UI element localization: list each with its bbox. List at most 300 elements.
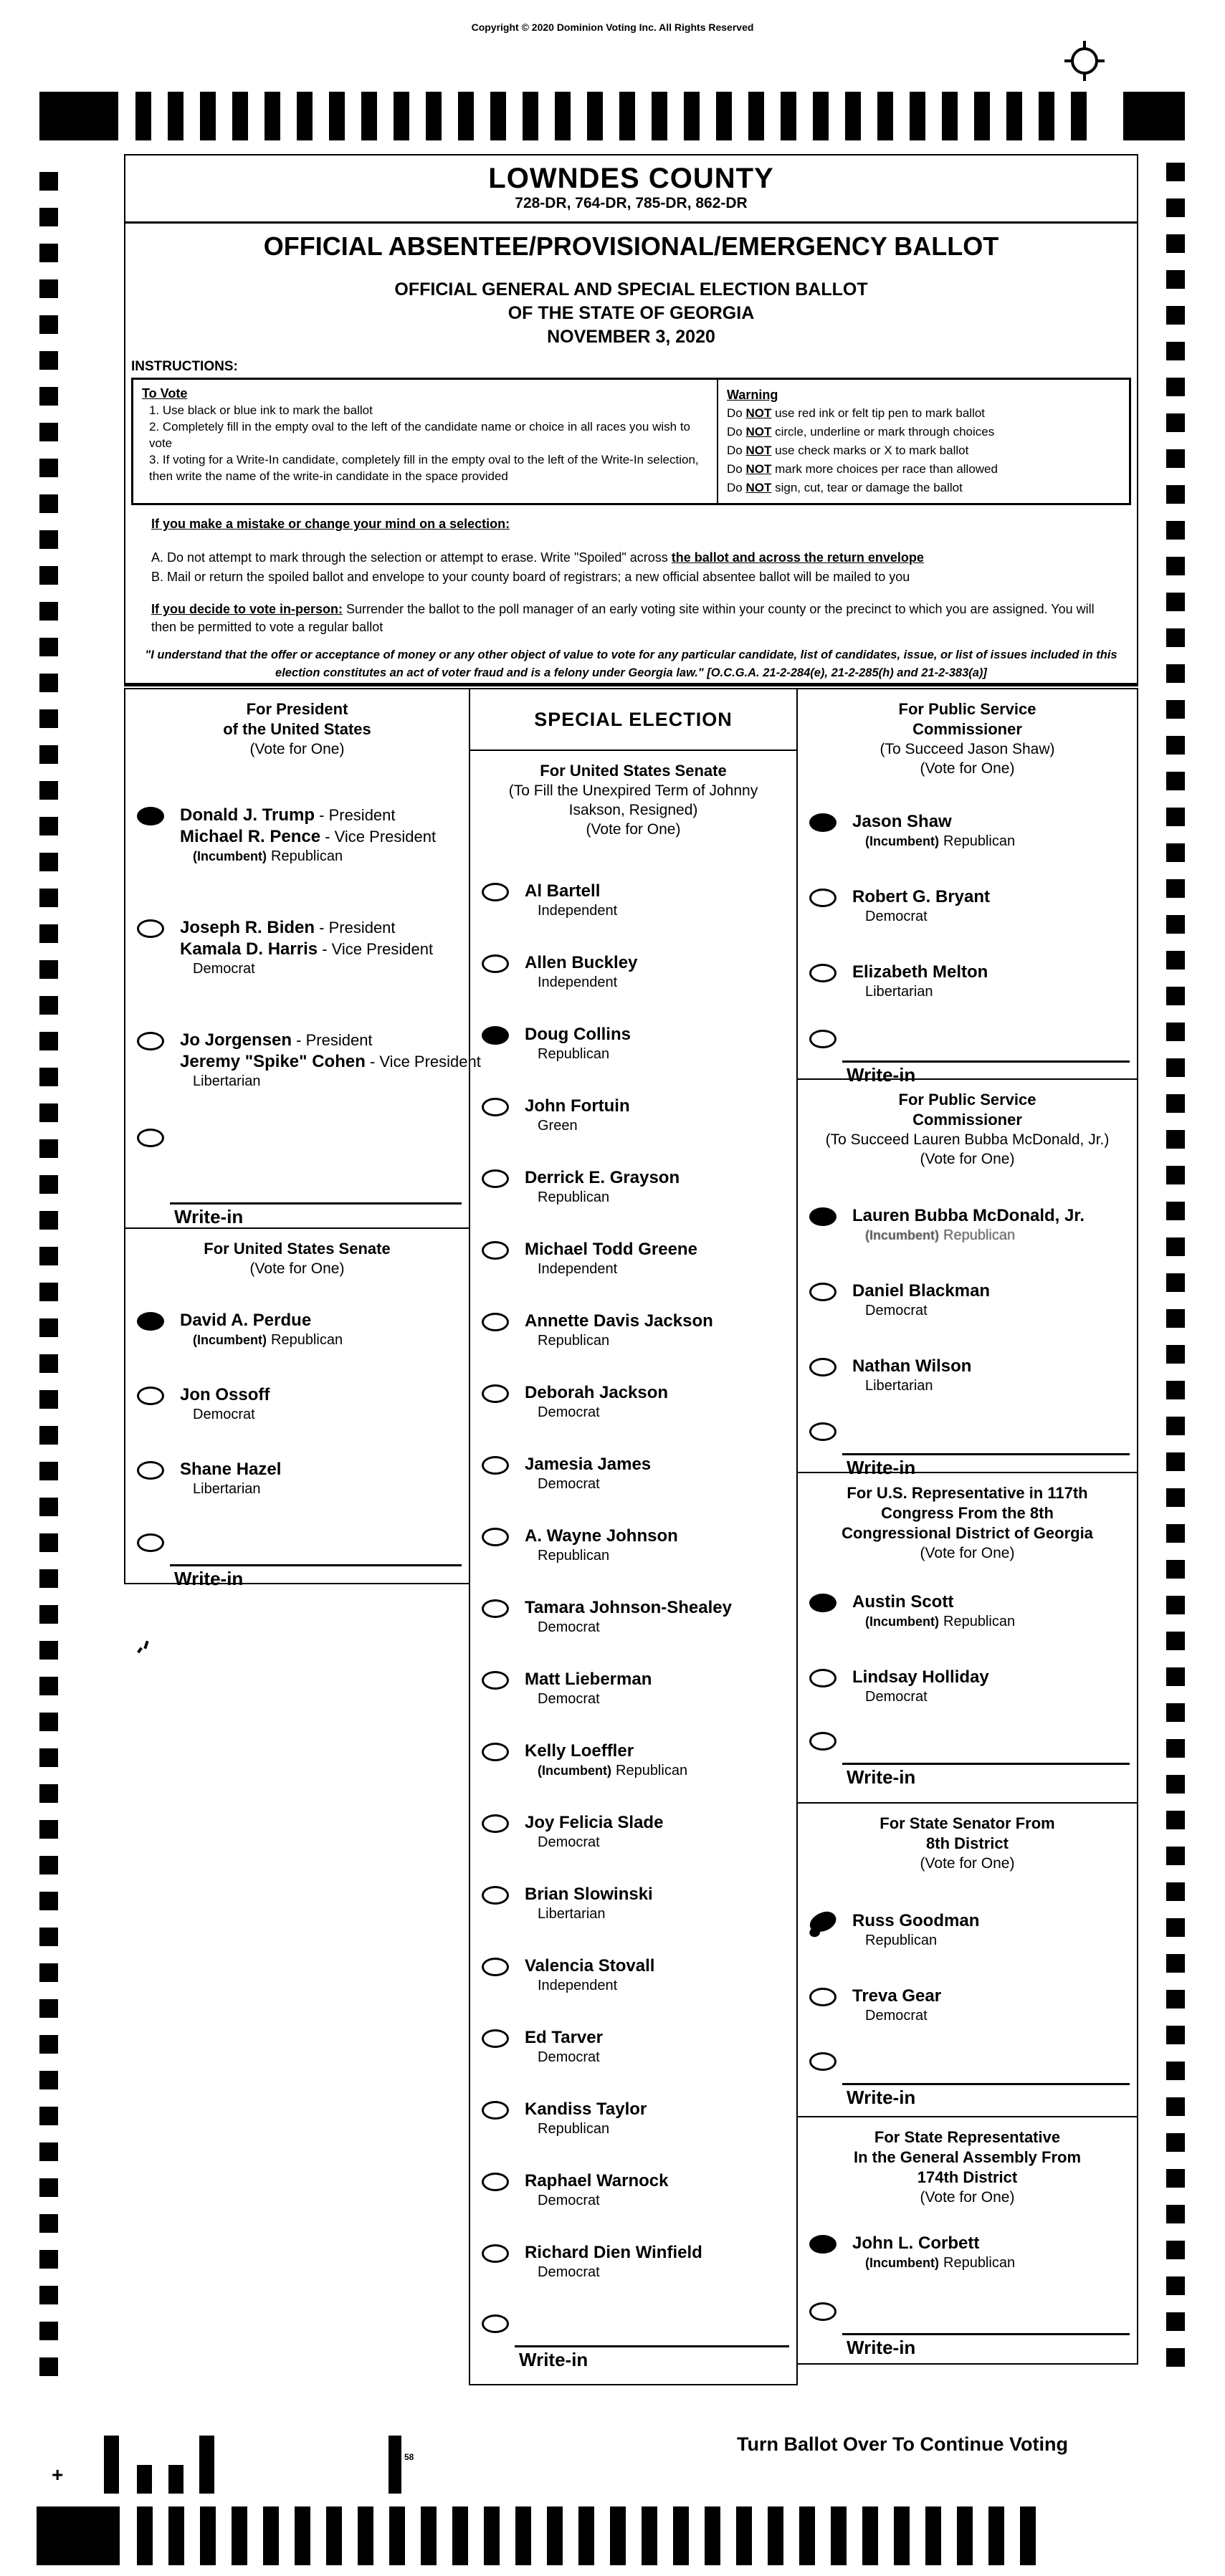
candidate-text xyxy=(180,805,464,866)
timing-mark xyxy=(1166,1166,1185,1184)
contest-note-line: (Vote for One) xyxy=(249,741,345,757)
candidate-party xyxy=(193,1331,464,1349)
candidate-name-line xyxy=(180,805,464,826)
timing-mark xyxy=(1166,2026,1185,2044)
oval-write-in-senate[interactable] xyxy=(137,1533,164,1552)
candidate-row-trump xyxy=(125,805,469,917)
oval-corbett[interactable] xyxy=(809,2235,836,2254)
timing-mark xyxy=(39,2035,58,2054)
timing-mark xyxy=(39,1426,58,1445)
candidate-text xyxy=(852,1591,1133,1631)
candidate-party xyxy=(865,1932,1133,1950)
contest-title xyxy=(798,1483,1137,1543)
incumbent-label: (Incumbent) xyxy=(193,1333,267,1347)
candidate-text xyxy=(525,1741,792,1780)
timing-mark xyxy=(200,2506,216,2565)
oval-loeffler[interactable] xyxy=(482,1743,509,1761)
candidate-party xyxy=(865,1302,1133,1320)
contest-title-line: Congressional District of Georgia xyxy=(842,1524,1093,1542)
candidate-party xyxy=(538,1905,792,1923)
candidate-party xyxy=(538,1404,792,1422)
contest-note-line: (To Succeed Jason Shaw) xyxy=(880,741,1055,757)
contest-note-line: (Vote for One) xyxy=(920,1151,1015,1167)
timing-mark xyxy=(1166,772,1185,790)
timing-mark xyxy=(39,1390,58,1409)
candidate-party xyxy=(865,1613,1133,1631)
candidate-party xyxy=(193,848,464,866)
oval-tarver[interactable] xyxy=(482,2029,509,2048)
timing-mark xyxy=(297,92,313,140)
timing-mark xyxy=(1166,843,1185,862)
candidate-name-line xyxy=(525,1741,792,1762)
timing-mark xyxy=(39,315,58,334)
candidate-row-corbett xyxy=(798,2233,1137,2308)
timing-mark xyxy=(39,172,58,191)
write-in-line[interactable] xyxy=(170,1202,462,1205)
write-in-label: Write-in xyxy=(847,2087,916,2108)
timing-mark xyxy=(263,2506,279,2565)
oval-wayne-johnson[interactable] xyxy=(482,1528,509,1546)
candidate-name: Jason Shaw xyxy=(852,812,952,831)
candidate-name-line xyxy=(525,1526,792,1547)
candidate-name-line xyxy=(852,1986,1133,2007)
oval-trump[interactable] xyxy=(137,807,164,825)
precinct-list: 728-DR, 764-DR, 785-DR, 862-DR xyxy=(515,195,748,211)
candidate-name-line xyxy=(852,811,1133,833)
party-name: Republican xyxy=(538,1548,610,1564)
candidate-party xyxy=(538,1045,792,1063)
contest-title-line: For President xyxy=(246,700,348,718)
timing-mark xyxy=(1166,2133,1185,2152)
timing-mark xyxy=(39,1103,58,1122)
party-name: Republican xyxy=(271,848,343,864)
contest-title-line: For State Representative xyxy=(874,2128,1061,2146)
candidate-row-collins xyxy=(470,1024,796,1096)
candidate-text xyxy=(525,1382,792,1422)
contest-title xyxy=(125,1239,469,1259)
timing-mark xyxy=(39,602,58,621)
candidate-office-suffix: - Vice President xyxy=(320,828,437,846)
incumbent-label: (Incumbent) xyxy=(865,834,939,848)
timing-mark xyxy=(1166,1452,1185,1471)
oval-buckley[interactable] xyxy=(482,954,509,973)
party-name: Democrat xyxy=(538,1476,600,1492)
oval-write-in-president[interactable] xyxy=(137,1129,164,1147)
timing-mark xyxy=(39,2214,58,2233)
timing-mark xyxy=(39,1820,58,1839)
oval-write-in-senate-special[interactable] xyxy=(482,2314,509,2333)
timing-mark xyxy=(426,92,442,140)
timing-mark xyxy=(1166,700,1185,719)
code-bar xyxy=(137,2465,152,2494)
candidate-name: Russ Goodman xyxy=(852,1911,980,1930)
candidate-text xyxy=(180,1310,464,1349)
timing-mark xyxy=(39,1713,58,1731)
timing-mark xyxy=(232,2506,247,2565)
write-in-label: Write-in xyxy=(847,1766,916,1788)
oval-fortuin[interactable] xyxy=(482,1098,509,1116)
party-name: Republican xyxy=(538,1333,610,1349)
candidate-name: Derrick E. Grayson xyxy=(525,1168,680,1187)
oval-write-in-psc1[interactable] xyxy=(809,1030,836,1048)
timing-mark xyxy=(39,674,58,692)
contest-title xyxy=(798,1090,1137,1130)
timing-mark xyxy=(619,92,635,140)
write-in-line[interactable] xyxy=(170,1564,462,1566)
timing-mark xyxy=(39,960,58,979)
felony-notice: "I understand that the offer or acceptance of money or any other object of value to vote for any particular candidate, list of candidates, issue, or list of issues included in this election constitutes an act of voter fraud and is a felony under Georgia law." [O.C.G.A. 21-2-284(e), 21-2-285(h) and 21-2-383(a)] xyxy=(145,648,1117,679)
timing-mark xyxy=(39,1211,58,1230)
oval-scott[interactable] xyxy=(809,1594,836,1612)
candidate-row-taylor xyxy=(470,2099,796,2170)
contest-note-line: (Vote for One) xyxy=(249,1260,345,1277)
candidate-party xyxy=(538,2120,792,2138)
oval-slowinski[interactable] xyxy=(482,1886,509,1905)
contest-title-line: 174th District xyxy=(917,2168,1018,2186)
candidate-name-line xyxy=(852,1591,1133,1613)
candidate-name-line xyxy=(525,1812,792,1834)
contest-note-line: Isakson, Resigned) xyxy=(568,802,698,818)
timing-mark xyxy=(910,92,925,140)
timing-mark xyxy=(39,2107,58,2125)
candidate-name-line xyxy=(852,1910,1133,1932)
candidate-name: John L. Corbett xyxy=(852,2233,980,2253)
candidate-row-scott xyxy=(798,1591,1137,1667)
oval-jorgensen[interactable] xyxy=(137,1032,164,1050)
candidate-text xyxy=(525,1812,792,1852)
candidate-party xyxy=(193,1480,464,1498)
timing-mark xyxy=(39,2286,58,2304)
timing-mark xyxy=(39,1533,58,1552)
oval-holliday[interactable] xyxy=(809,1669,836,1687)
write-in-line[interactable] xyxy=(842,1763,1130,1765)
candidate-name-line xyxy=(180,1459,464,1480)
contest-usrep xyxy=(796,1472,1138,1804)
candidate-row-loeffler xyxy=(470,1741,796,1812)
candidate-row-hazel xyxy=(125,1459,469,1533)
oval-winfield[interactable] xyxy=(482,2244,509,2263)
candidate-row-buckley xyxy=(470,952,796,1024)
party-name: Republican xyxy=(271,1332,343,1348)
candidate-text xyxy=(525,2099,792,2138)
timing-mark xyxy=(39,1784,58,1803)
timing-mark xyxy=(1166,736,1185,755)
candidate-row-annette-davis-jackson xyxy=(470,1311,796,1382)
timing-mark xyxy=(39,1247,58,1265)
timing-mark xyxy=(1166,1058,1185,1077)
candidate-row-warnock xyxy=(470,2170,796,2242)
party-name: Democrat xyxy=(193,1407,255,1422)
timing-mark xyxy=(421,2506,437,2565)
candidate-name: Jo Jorgensen xyxy=(180,1030,292,1050)
timing-mark xyxy=(39,494,58,513)
oval-ossoff[interactable] xyxy=(137,1387,164,1405)
contest-note xyxy=(798,2188,1137,2207)
candidate-text xyxy=(852,962,1133,1001)
timing-mark xyxy=(39,1748,58,1767)
candidate-row-deborah-jackson xyxy=(470,1382,796,1454)
candidate-text xyxy=(852,1205,1133,1245)
candidate-office-suffix: - President xyxy=(292,1031,373,1049)
timing-mark xyxy=(587,92,603,140)
copyright-line: Copyright © 2020 Dominion Voting Inc. All Rights Reserved xyxy=(471,21,754,33)
code-bar xyxy=(389,2436,401,2494)
ballot-subtitle-2: OF THE STATE OF GEORGIA xyxy=(507,303,755,323)
candidate-name-line xyxy=(180,939,464,960)
candidate-party xyxy=(538,1117,792,1135)
candidate-row-slowinski xyxy=(470,1884,796,1955)
code-bar xyxy=(168,2465,183,2494)
candidate-party xyxy=(538,974,792,992)
candidate-text xyxy=(525,1669,792,1708)
party-name: Democrat xyxy=(538,2264,600,2280)
candidate-name: Kelly Loeffler xyxy=(525,1741,634,1761)
timing-mark xyxy=(39,244,58,262)
candidate-name-line xyxy=(525,1382,792,1404)
candidate-name: Lauren Bubba McDonald, Jr. xyxy=(852,1206,1085,1225)
election-date: NOVEMBER 3, 2020 xyxy=(547,327,715,347)
candidate-name-line xyxy=(525,1024,792,1045)
contest-note-line: (Vote for One) xyxy=(920,760,1015,777)
party-name: Republican xyxy=(538,1189,610,1205)
timing-mark xyxy=(264,92,280,140)
oval-stovall[interactable] xyxy=(482,1958,509,1976)
party-name: Republican xyxy=(616,1763,688,1778)
timing-mark xyxy=(705,2506,720,2565)
timing-mark xyxy=(39,889,58,907)
oval-johnson-shealey[interactable] xyxy=(482,1599,509,1618)
contest-note xyxy=(798,1854,1137,1873)
timing-mark xyxy=(39,92,118,140)
warning-item: Do NOT use red ink or felt tip pen to mark ballot xyxy=(727,406,986,420)
oval-hazel[interactable] xyxy=(137,1461,164,1480)
timing-mark xyxy=(39,1068,58,1086)
candidate-name: Nathan Wilson xyxy=(852,1356,972,1376)
contest-title-line: For United States Senate xyxy=(204,1240,391,1258)
oval-shaw[interactable] xyxy=(809,813,836,832)
oval-write-in-ssen[interactable] xyxy=(809,2052,836,2071)
contest-note-line: (Vote for One) xyxy=(586,821,681,838)
candidate-text xyxy=(525,1955,792,1995)
party-name: Republican xyxy=(943,2255,1016,2271)
oval-write-in-psc2[interactable] xyxy=(809,1422,836,1441)
ballot-subtitle-1: OFFICIAL GENERAL AND SPECIAL ELECTION BALLOT xyxy=(394,279,868,300)
timing-mark xyxy=(39,2071,58,2089)
candidate-text xyxy=(525,2170,792,2210)
timing-mark xyxy=(135,92,151,140)
timing-mark xyxy=(168,92,183,140)
timing-mark xyxy=(39,279,58,298)
warning-cell xyxy=(718,380,1129,503)
timing-mark xyxy=(1166,198,1185,217)
oval-goodman[interactable] xyxy=(807,1910,838,1934)
timing-mark xyxy=(1166,1237,1185,1256)
candidate-party xyxy=(865,2007,1133,2025)
oval-greene[interactable] xyxy=(482,1241,509,1260)
candidate-name-line xyxy=(852,2233,1133,2254)
timing-mark xyxy=(39,1283,58,1301)
oval-biden[interactable] xyxy=(137,919,164,938)
candidate-name: Richard Dien Winfield xyxy=(525,2243,702,2262)
candidate-text xyxy=(525,1884,792,1923)
candidate-row-goodman xyxy=(798,1910,1137,1986)
party-name: Democrat xyxy=(865,1303,928,1318)
oval-collins[interactable] xyxy=(482,1026,509,1045)
candidate-row-mcdonald xyxy=(798,1205,1137,1280)
oval-blackman[interactable] xyxy=(809,1283,836,1301)
timing-mark xyxy=(673,2506,689,2565)
oval-gear[interactable] xyxy=(809,1988,836,2006)
contest-title-line: In the General Assembly From xyxy=(853,2148,1082,2166)
to-vote-item: 1. Use black or blue ink to mark the ballot xyxy=(149,403,373,417)
candidate-name-line xyxy=(852,1205,1133,1227)
candidate-row-johnson-shealey xyxy=(470,1597,796,1669)
timing-mark xyxy=(200,92,216,140)
timing-mark xyxy=(1166,1345,1185,1364)
candidate-party xyxy=(865,908,1133,926)
candidate-text xyxy=(525,1096,792,1135)
timing-mark xyxy=(39,1032,58,1050)
oval-lieberman[interactable] xyxy=(482,1671,509,1690)
timing-mark xyxy=(1166,2348,1185,2367)
candidate-name: Jeremy "Spike" Cohen xyxy=(180,1052,366,1071)
timing-mark xyxy=(39,1892,58,1910)
timing-mark xyxy=(515,2506,531,2565)
instructions-box xyxy=(131,378,1131,505)
timing-mark xyxy=(1166,1739,1185,1758)
write-in-row-senate-special xyxy=(470,2312,796,2370)
write-in-line[interactable] xyxy=(842,2083,1130,2085)
timing-mark xyxy=(452,2506,468,2565)
party-name: Republican xyxy=(943,1227,1016,1243)
write-in-line[interactable] xyxy=(842,1060,1130,1063)
candidate-text xyxy=(525,1526,792,1565)
timing-mark xyxy=(1166,1381,1185,1399)
contest-senate xyxy=(124,1227,470,1589)
timing-mark xyxy=(1166,1023,1185,1041)
timing-mark xyxy=(652,92,667,140)
candidate-text xyxy=(180,1384,464,1424)
timing-mark xyxy=(329,92,345,140)
contest-title xyxy=(470,761,796,781)
candidate-party xyxy=(538,1690,792,1708)
timing-mark xyxy=(1166,342,1185,360)
candidate-party xyxy=(865,1688,1133,1706)
candidate-name: Kamala D. Harris xyxy=(180,939,318,959)
timing-mark xyxy=(39,781,58,800)
oval-perdue[interactable] xyxy=(137,1312,164,1331)
write-in-row-senate xyxy=(125,1531,469,1589)
county-name: LOWNDES COUNTY xyxy=(488,163,774,194)
candidate-text xyxy=(852,1910,1133,1950)
timing-mark xyxy=(831,2506,847,2565)
oval-write-in-srep[interactable] xyxy=(809,2302,836,2321)
timing-mark xyxy=(458,92,474,140)
write-in-line[interactable] xyxy=(842,1453,1130,1455)
timing-mark xyxy=(1166,1273,1185,1292)
contest-title-line: Commissioner xyxy=(912,720,1022,738)
timing-mark xyxy=(1166,2312,1185,2331)
candidate-name-line xyxy=(525,1884,792,1905)
oval-grayson[interactable] xyxy=(482,1169,509,1188)
timing-mark xyxy=(1166,1094,1185,1113)
timing-mark xyxy=(877,92,893,140)
party-name: Libertarian xyxy=(538,1906,606,1922)
oval-melton[interactable] xyxy=(809,964,836,982)
timing-mark xyxy=(1166,1309,1185,1328)
contest-title-line: For Public Service xyxy=(898,700,1036,718)
candidate-name: Doug Collins xyxy=(525,1025,631,1044)
oval-annette-davis-jackson[interactable] xyxy=(482,1313,509,1331)
candidate-party xyxy=(193,1073,464,1091)
oval-deborah-jackson[interactable] xyxy=(482,1384,509,1403)
timing-mark xyxy=(684,92,700,140)
timing-mark xyxy=(1166,1632,1185,1650)
timing-mark xyxy=(1166,593,1185,611)
oval-slade[interactable] xyxy=(482,1814,509,1833)
party-name: Independent xyxy=(538,903,618,919)
candidate-text xyxy=(180,917,464,978)
contest-srep xyxy=(796,2116,1138,2365)
contest-title-line: 8th District xyxy=(926,1834,1009,1852)
write-in-line[interactable] xyxy=(515,2345,789,2347)
candidate-name: Ed Tarver xyxy=(525,2028,603,2047)
timing-mark xyxy=(39,1856,58,1874)
code-bar xyxy=(199,2436,214,2494)
candidate-row-perdue xyxy=(125,1310,469,1384)
oval-bartell[interactable] xyxy=(482,883,509,901)
candidate-row-blackman xyxy=(798,1280,1137,1356)
contest-title-line: Commissioner xyxy=(912,1111,1022,1129)
oval-warnock[interactable] xyxy=(482,2173,509,2191)
write-in-row-srep xyxy=(798,2300,1137,2358)
timing-mark xyxy=(1166,2062,1185,2080)
timing-mark xyxy=(1039,92,1054,140)
candidate-row-winfield xyxy=(470,2242,796,2314)
party-name: Democrat xyxy=(865,2008,928,2024)
candidate-party xyxy=(193,960,464,978)
candidate-party xyxy=(538,1762,792,1780)
oval-bryant[interactable] xyxy=(809,889,836,907)
candidate-name-line xyxy=(525,2170,792,2192)
party-name: Independent xyxy=(538,1261,618,1277)
timing-mark xyxy=(39,745,58,764)
write-in-line[interactable] xyxy=(842,2333,1130,2335)
timing-mark xyxy=(484,2506,500,2565)
contest-note xyxy=(798,1543,1137,1563)
timing-mark xyxy=(1166,1202,1185,1220)
oval-write-in-usrep[interactable] xyxy=(809,1732,836,1751)
oval-mcdonald[interactable] xyxy=(809,1207,836,1226)
candidate-row-slade xyxy=(470,1812,796,1884)
timing-mark xyxy=(39,1498,58,1516)
timing-mark xyxy=(39,853,58,871)
timing-mark xyxy=(1166,1667,1185,1686)
timing-mark xyxy=(974,92,990,140)
contest-note-line: (To Fill the Unexpired Term of Johnny xyxy=(508,782,758,799)
contest-title xyxy=(125,699,469,739)
oval-james[interactable] xyxy=(482,1456,509,1475)
candidate-row-lieberman xyxy=(470,1669,796,1741)
timing-mark xyxy=(1166,1524,1185,1543)
tiny-code-text: 58 xyxy=(404,2452,414,2462)
oval-taylor[interactable] xyxy=(482,2101,509,2120)
party-name: Democrat xyxy=(538,2049,600,2065)
oval-wilson[interactable] xyxy=(809,1358,836,1376)
timing-mark xyxy=(1166,521,1185,540)
timing-mark xyxy=(37,2506,120,2565)
candidate-name-line xyxy=(180,1030,464,1051)
